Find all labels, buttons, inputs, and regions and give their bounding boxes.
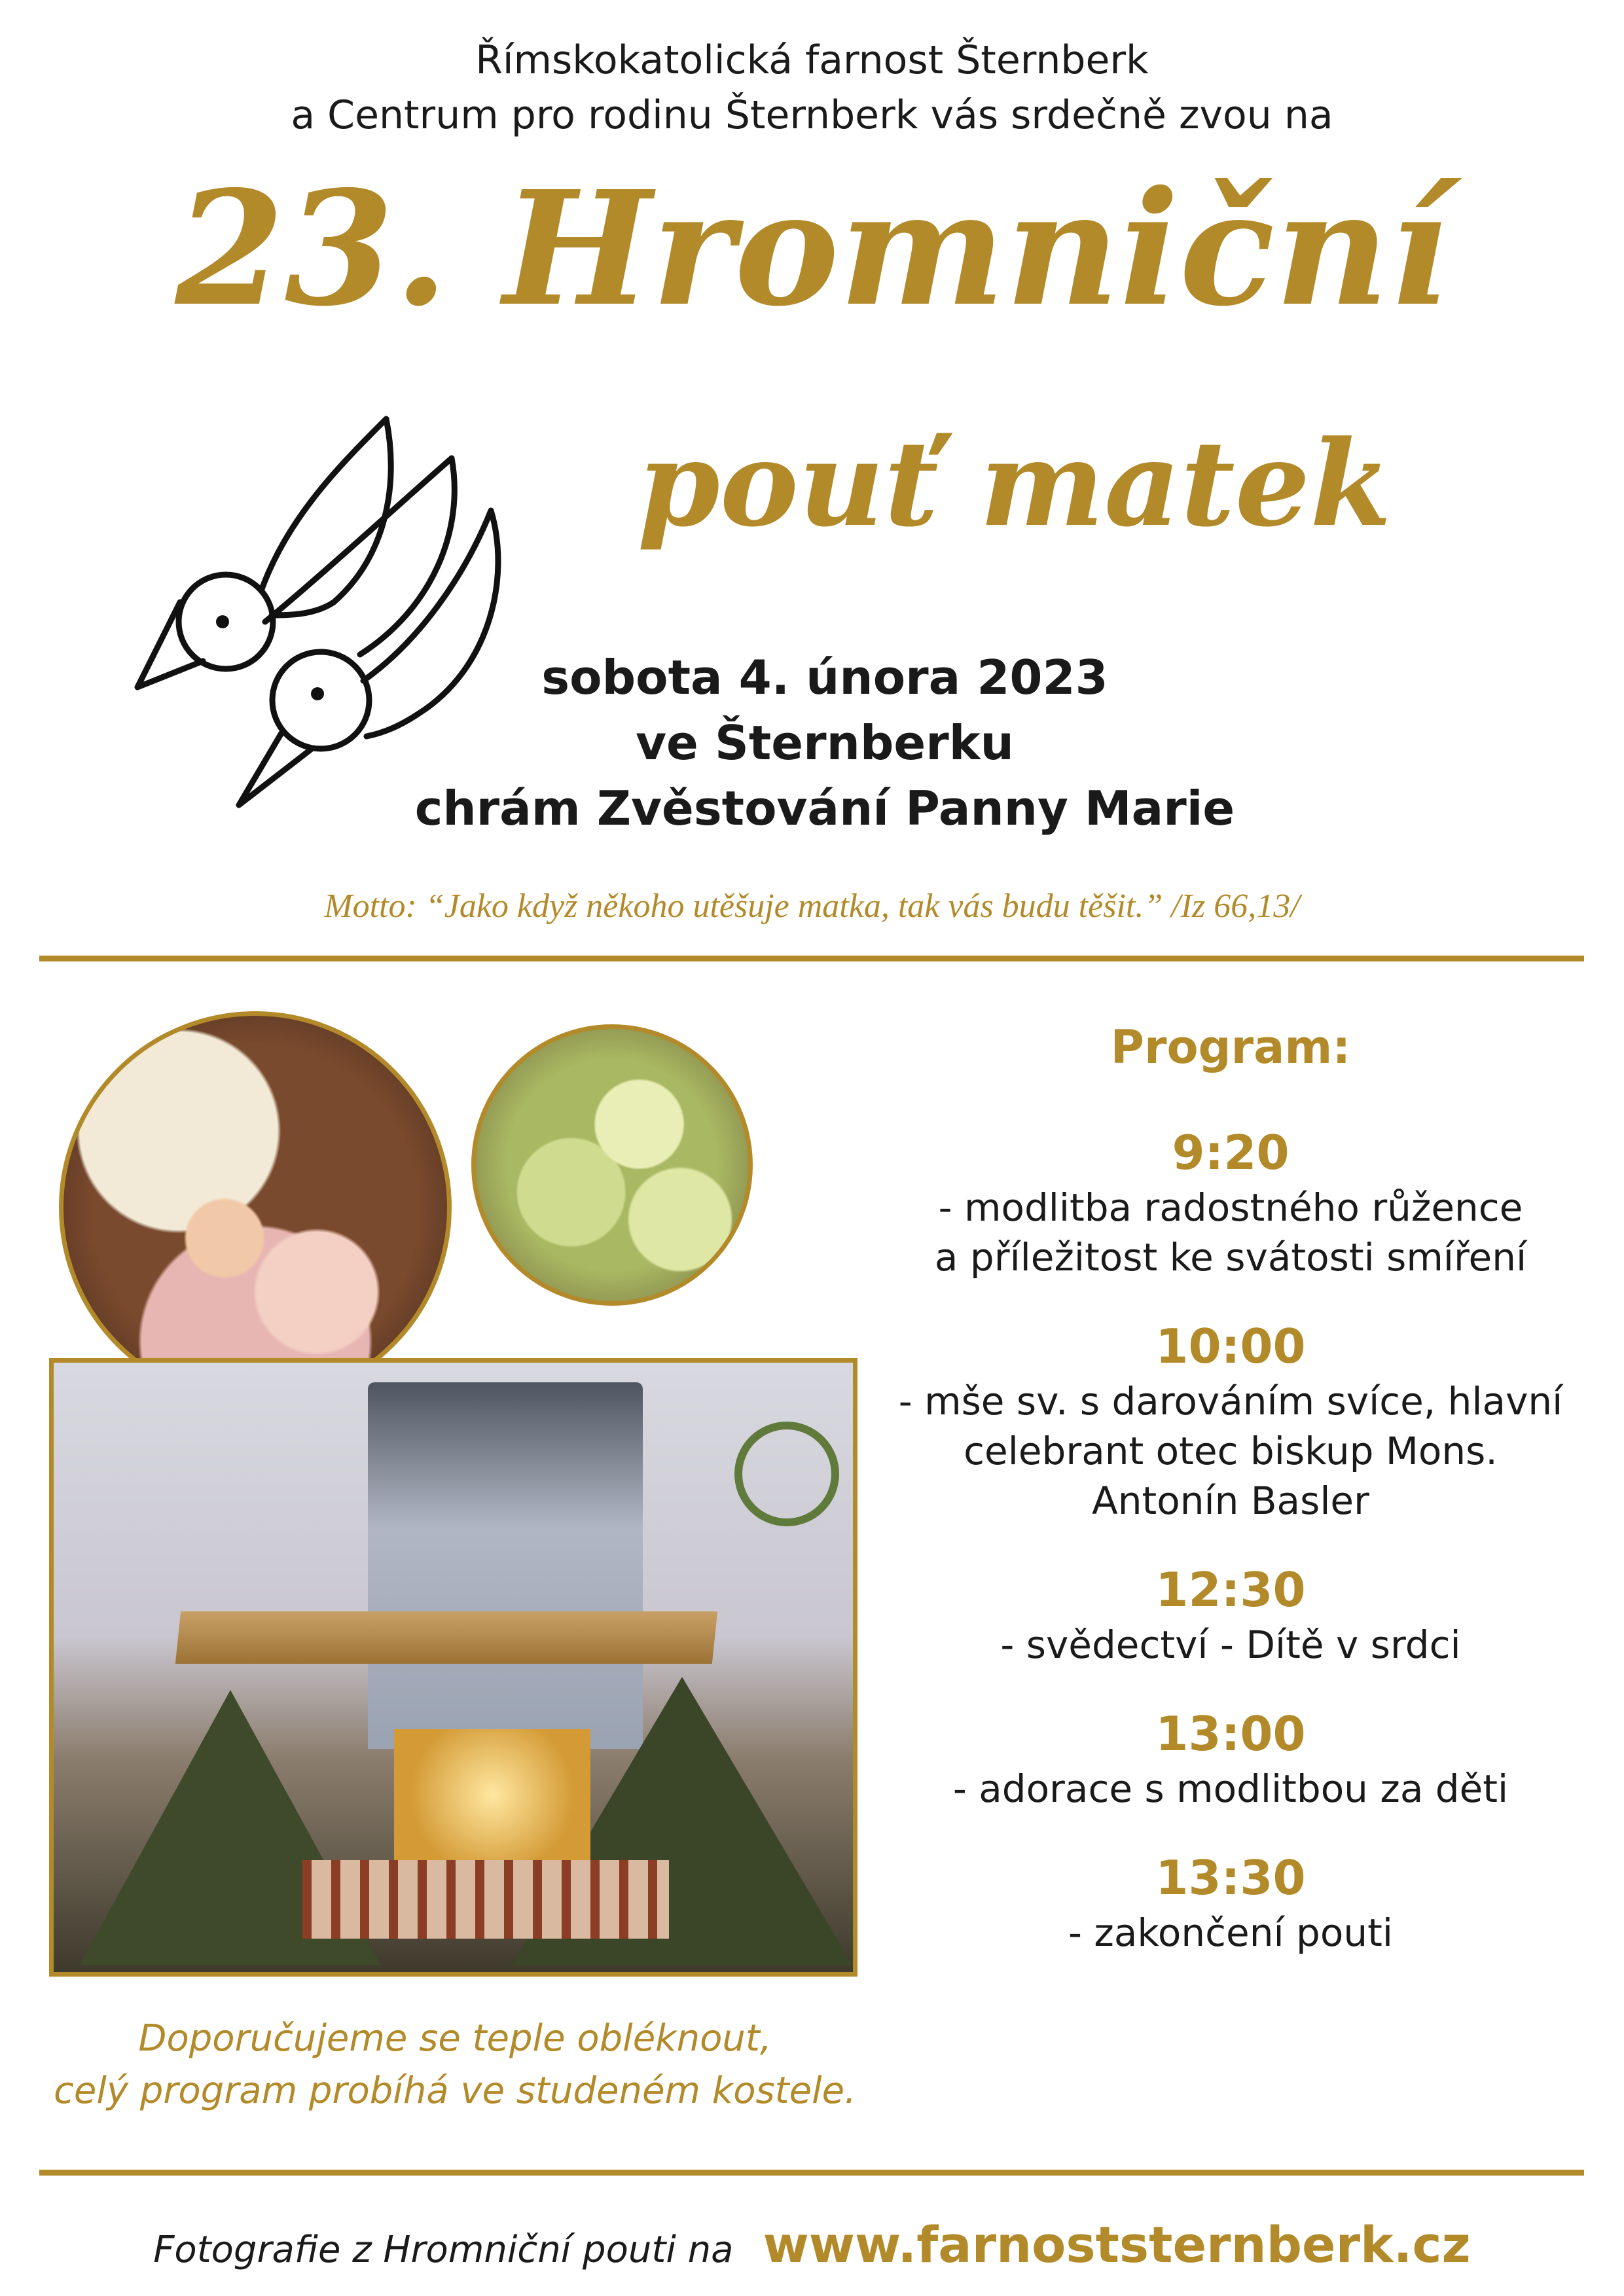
footer <box>0 2215 1624 2274</box>
program-item <box>864 1848 1597 1958</box>
wreath-shape <box>734 1422 839 1526</box>
flower-image <box>471 1024 753 1306</box>
nativity-crib-shape <box>394 1729 590 1860</box>
program-description: - mše sv. s darováním svíce, hlavní celebrant otec biskup Mons. Antonín Basler <box>898 1379 1563 1523</box>
website-link[interactable]: www.farnoststernberk.cz <box>763 2215 1471 2274</box>
program-time: 9:20 <box>1172 1125 1290 1180</box>
program-time: 10:00 <box>1155 1319 1306 1374</box>
program-item <box>864 1316 1597 1526</box>
program-description: - adorace s modlitbou za děti <box>952 1767 1509 1811</box>
recommendation-line-1: Doporučujeme se teple obléknout, <box>138 2017 772 2060</box>
church-nativity-image <box>49 1358 857 1977</box>
intro-line-2: a Centrum pro rodinu Šternberk vás srdečně zvou na <box>291 92 1333 138</box>
recommendation-line-2: celý program probíhá ve studeném kostele. <box>54 2070 856 2112</box>
divider-bottom <box>39 2170 1584 2176</box>
program-item <box>864 1560 1597 1670</box>
program-description: - zakončení pouti <box>1068 1910 1393 1955</box>
fence-shape <box>302 1860 669 1939</box>
crib-roof-shape <box>175 1611 717 1664</box>
program-title: Program: <box>1110 1020 1351 1074</box>
program-time: 13:00 <box>1155 1706 1306 1761</box>
program-item <box>864 1704 1597 1814</box>
event-title-line-1: 23. Hromniční <box>175 156 1449 341</box>
intro-line-1: Římskokatolická farnost Šternberk <box>475 37 1149 83</box>
program-section <box>864 1018 1597 1992</box>
program-description: - modlitba radostného růžence a příležitost ke svátosti smíření <box>934 1185 1527 1280</box>
mother-child-image <box>59 1011 452 1404</box>
program-description: - svědectví - Dítě v srdci <box>1000 1623 1461 1667</box>
recommendation <box>39 2013 871 2117</box>
event-place: ve Šternberku <box>636 715 1014 770</box>
program-item <box>864 1122 1597 1282</box>
event-date: sobota 4. února 2023 <box>541 650 1108 705</box>
program-time: 13:30 <box>1155 1850 1306 1905</box>
program-time: 12:30 <box>1155 1562 1306 1617</box>
divider-top <box>39 956 1584 961</box>
intro-text <box>0 33 1624 143</box>
event-details <box>367 645 1283 841</box>
footer-text: Fotografie z Hromniční pouti na <box>153 2229 734 2271</box>
event-title-line-2: pouť matek <box>637 415 1392 553</box>
event-church: chrám Zvěstování Panny Marie <box>414 781 1235 836</box>
motto: Motto: “Jako když někoho utěšuje matka, tak vás budu těšit.” /Iz 66,13/ <box>324 888 1300 925</box>
